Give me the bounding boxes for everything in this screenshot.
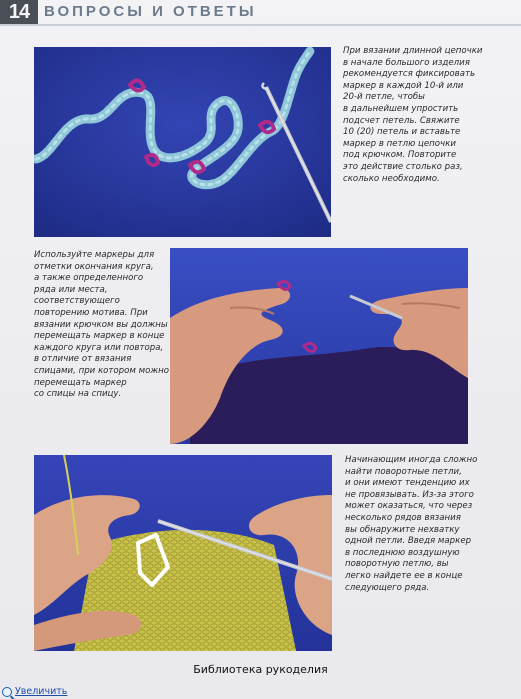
caption-line: маркер в каждой 10-й или bbox=[343, 80, 464, 91]
caption-line: 10 (20) петель и вставьте bbox=[343, 127, 461, 138]
caption-line: вы обнаружите нехватку bbox=[345, 524, 460, 535]
caption-turning-loops bbox=[345, 455, 515, 594]
caption-line: Используйте маркеры для bbox=[34, 250, 155, 260]
caption-line: соответствующего bbox=[34, 296, 120, 307]
photo-hands-moving-marker bbox=[170, 248, 468, 444]
magnifier-icon bbox=[2, 687, 12, 697]
photo-hands-illustration bbox=[170, 248, 468, 444]
caption-line: ряда или места, bbox=[34, 284, 108, 295]
photo-chain-with-markers bbox=[34, 47, 331, 237]
caption-round-markers bbox=[34, 250, 168, 401]
caption-line: вязании крючком вы должны bbox=[34, 319, 168, 330]
caption-line: перемещать маркер в конце bbox=[34, 331, 165, 342]
caption-line: в последнюю воздушную bbox=[345, 547, 460, 558]
caption-line: в отличие от вязания bbox=[34, 354, 132, 365]
caption-line: сколько необходимо. bbox=[343, 173, 440, 184]
photo-chain-illustration bbox=[34, 47, 331, 237]
caption-line: а также определенного bbox=[34, 273, 144, 284]
footer-credit: Библиотека рукоделия bbox=[193, 663, 328, 676]
photo-turning-illustration bbox=[34, 455, 332, 651]
caption-line: в начале большого изделия bbox=[343, 57, 470, 68]
caption-line: поворотную петлю, вы bbox=[345, 559, 449, 570]
caption-line: перемещать маркер bbox=[34, 377, 127, 388]
caption-line: Начинающим иногда сложно bbox=[345, 455, 478, 465]
caption-line: легко найдете ее в конце bbox=[345, 570, 463, 581]
section-title: ВОПРОСЫ И ОТВЕТЫ bbox=[44, 3, 257, 20]
caption-line: несколько рядов вязания bbox=[345, 512, 461, 523]
caption-line: следующего ряда. bbox=[345, 582, 430, 593]
caption-line: маркер в петлю цепочки bbox=[343, 138, 456, 149]
page-header bbox=[0, 0, 521, 24]
caption-line: подсчет петель. Свяжите bbox=[343, 115, 460, 126]
photo-turning-loop-marker bbox=[34, 455, 332, 651]
caption-line: рекомендуется фиксировать bbox=[343, 69, 476, 80]
caption-line: отметки окончания круга, bbox=[34, 261, 154, 272]
enlarge-label: Увеличить bbox=[15, 686, 68, 697]
caption-line: одной петли. Введя маркер bbox=[345, 536, 472, 547]
caption-chain-markers bbox=[343, 46, 515, 185]
caption-line: При вязании длинной цепочки bbox=[343, 46, 483, 56]
caption-line: спицами, при котором можно bbox=[34, 365, 169, 376]
caption-line: 20-й петле, чтобы bbox=[343, 92, 425, 103]
caption-line: в дальнейшем упростить bbox=[343, 103, 459, 114]
caption-line: и они имеют тенденцию их bbox=[345, 478, 470, 489]
caption-line: каждого круга или повтора, bbox=[34, 342, 164, 353]
caption-line: со спицы на спицу. bbox=[34, 389, 122, 400]
caption-line: не провязывать. Из-за этого bbox=[345, 489, 474, 500]
page-number: 14 bbox=[0, 0, 38, 24]
caption-line: это действие столько раз, bbox=[343, 161, 463, 172]
caption-line: может оказаться, что через bbox=[345, 501, 473, 512]
caption-line: повторению мотива. При bbox=[34, 307, 148, 318]
caption-line: найти поворотные петли, bbox=[345, 466, 462, 477]
caption-line: под крючком. Повторите bbox=[343, 150, 457, 161]
enlarge-link[interactable] bbox=[2, 685, 67, 698]
header-divider bbox=[0, 24, 521, 26]
